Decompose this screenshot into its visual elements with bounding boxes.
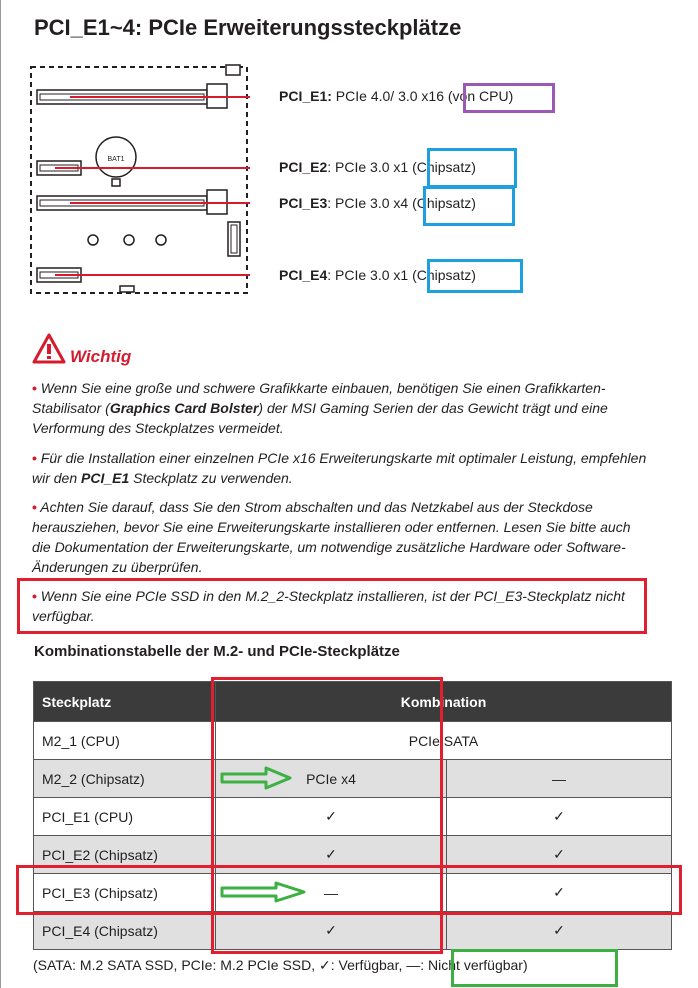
table-footnote: (SATA: M.2 SATA SSD, PCIe: M.2 PCIe SSD, ✓: Verfügbar, —: Nicht verfügbar) bbox=[33, 957, 528, 973]
table-header: Kombination bbox=[216, 682, 672, 722]
table-title: Kombinationstabelle der M.2- und PCIe-Steckplätze bbox=[34, 643, 400, 660]
highlight-box-blue bbox=[427, 259, 523, 293]
highlight-box-blue bbox=[427, 148, 517, 188]
arrow-icon bbox=[220, 766, 292, 790]
page-left-border bbox=[0, 0, 1, 988]
mount-hole bbox=[156, 235, 166, 245]
highlight-box-purple bbox=[463, 83, 555, 113]
warning-bullet: • Wenn Sie eine große und schwere Grafikkarte einbauen, benötigen Sie einen Grafikkarten-Stabilisator (Graphics Card Bolster) der MSI Gaming Serien der das Gewicht trägt und eine Verformung des Steckplatzes vermeidet. bbox=[32, 380, 608, 436]
source-von-cpu: (von CPU) bbox=[447, 88, 514, 104]
table-row: PCI_E2 (Chipsatz) ✓ ✓ bbox=[34, 836, 672, 874]
warning-bullet: • Für die Installation einer einzelnen PCIe x16 Erweiterungskarte mit optimaler Leistung, empfehlen wir den PCI_E1 Steckplatz zu verwenden. bbox=[32, 450, 647, 486]
table-row: PCI_E4 (Chipsatz) ✓ ✓ bbox=[34, 912, 672, 950]
table-header: Steckplatz bbox=[34, 682, 216, 722]
page-title: PCI_E1~4: PCIe Erweiterungssteckplätze bbox=[34, 15, 462, 40]
highlight-box-green bbox=[451, 949, 618, 987]
battery-label: BAT1 bbox=[107, 156, 125, 163]
slot-label-pci-e1: PCI_E1: PCIe 4.0/ 3.0 x16 (von CPU) bbox=[279, 88, 514, 104]
warning-bullet: • Wenn Sie eine PCIe SSD in den M.2_2-Steckplatz installieren, ist der PCI_E3-Steckplatz nicht verfügbar. bbox=[32, 588, 625, 624]
highlight-box-blue bbox=[423, 186, 515, 226]
warning-icon bbox=[32, 333, 66, 365]
connector bbox=[228, 222, 240, 256]
slot-label-pci-e3: PCI_E3: PCIe 3.0 x4 (Chipsatz) bbox=[279, 195, 476, 211]
highlight-box-red bbox=[17, 578, 647, 634]
board-notch bbox=[226, 65, 240, 75]
table-row: M2_1 (CPU) PCIe SATA bbox=[34, 722, 672, 760]
table-row: PCI_E1 (CPU) ✓ ✓ bbox=[34, 798, 672, 836]
mount-hole bbox=[124, 235, 134, 245]
highlight-box-red bbox=[16, 865, 682, 915]
table-row: M2_2 (Chipsatz) PCIe x4 — bbox=[34, 760, 672, 798]
mount-hole bbox=[88, 235, 98, 245]
slot-diagram bbox=[30, 64, 250, 296]
slot-label-pci-e4: PCI_E4: PCIe 3.0 x1 (Chipsatz) bbox=[279, 267, 476, 283]
table-row: PCI_E3 (Chipsatz) — ✓ bbox=[34, 874, 672, 912]
slot-label-pci-e2: PCI_E2: PCIe 3.0 x1 (Chipsatz) bbox=[279, 159, 476, 175]
warning-bullet: • Achten Sie darauf, dass Sie den Strom abschalten und das Netzkabel aus der Steckdose herausziehen, bevor Sie eine Erweiterungskarte installieren oder entfernen. Lesen Sie bitte auch die Dokumentation der Erweiterungskarte, um notwendige zusätzliche Hardware oder Software-Änderungen zu überprüfen. bbox=[32, 499, 631, 575]
warning-title: Wichtig bbox=[70, 347, 132, 366]
arrow-icon bbox=[220, 881, 306, 903]
